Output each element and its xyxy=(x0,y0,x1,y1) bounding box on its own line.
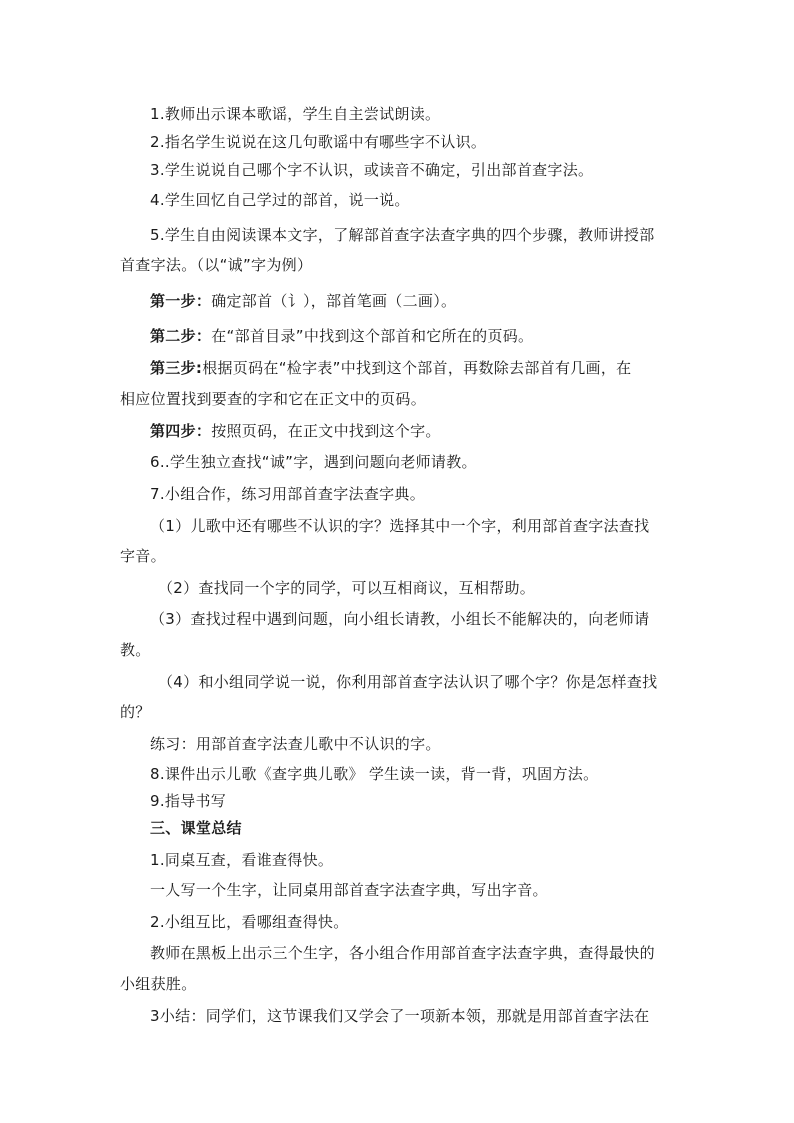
text-line: 7.小组合作，练习用部首查字法查字典。 xyxy=(150,485,426,503)
text-line: （1）儿歌中还有哪些不认识的字？选择其中一个字，利用部首查字法查找 xyxy=(150,517,650,535)
text-line: 1.同桌互查，看谁查得快。 xyxy=(150,851,334,869)
step-text: 按照页码，在正文中找到这个字。 xyxy=(211,422,441,440)
step-label: 第一步： xyxy=(150,292,212,310)
text-line: 3小结：同学们，这节课我们又学会了一项新本领，那就是用部首查字法在 xyxy=(150,1007,650,1025)
text-line: （3）查找过程中遇到问题，向小组长请教，小组长不能解决的，向老师请 xyxy=(150,610,650,628)
step-label: 第三步: xyxy=(150,359,203,377)
text-line: 练习：用部首查字法查儿歌中不认识的字。 xyxy=(150,735,441,753)
text-line: 相应位置找到要查的字和它在正文中的页码。 xyxy=(120,390,427,408)
step-line xyxy=(150,358,680,378)
text-line: 教师在黑板上出示三个生字，各小组合作用部首查字法查字典，查得最快的 xyxy=(150,944,655,962)
text-line: 字音。 xyxy=(120,547,166,565)
text-line: 小组获胜。 xyxy=(120,975,197,993)
text-line: 首查字法。（以“诚”字为例） xyxy=(120,256,313,274)
step-line xyxy=(150,326,680,346)
text-line: 1.教师出示课本歌谣，学生自主尝试朗读。 xyxy=(150,105,441,123)
text-line: 一人写一个生字，让同桌用部首查字法查字典，写出字音。 xyxy=(150,881,548,899)
text-line: 9.指导书写 xyxy=(150,792,227,810)
text-line: 的？ xyxy=(120,703,151,721)
step-line xyxy=(150,291,680,311)
text-line: 教。 xyxy=(120,641,151,659)
step-text: 根据页码在“检字表”中找到这个部首，再数除去部首有几画，在 xyxy=(202,359,632,377)
step-label: 第四步： xyxy=(150,422,212,440)
step-text: 确定部首（讠），部首笔画（二画）。 xyxy=(211,292,457,310)
text-line: 3.学生说说自己哪个字不认识，或读音不确定，引出部首查字法。 xyxy=(150,161,594,179)
step-label: 第二步： xyxy=(150,327,212,345)
section-heading: 三、课堂总结 xyxy=(150,819,242,837)
text-line: 2.小组互比，看哪组查得快。 xyxy=(150,913,349,931)
step-text: 在“部首目录”中找到这个部首和它所在的页码。 xyxy=(211,327,534,345)
text-line: 4.学生回忆自己学过的部首，说一说。 xyxy=(150,191,410,209)
text-line: 5.学生自由阅读课本文字，了解部首查字法查字典的四个步骤，教师讲授部 xyxy=(150,226,655,244)
text-line: 6..学生独立查找“诚”字，遇到问题向老师请教。 xyxy=(150,453,477,471)
step-line xyxy=(150,421,680,441)
text-line: （4）和小组同学说一说，你利用部首查字法认识了哪个字？你是怎样查找 xyxy=(158,673,658,691)
text-line: 2.指名学生说说在这几句歌谣中有哪些字不认识。 xyxy=(150,133,487,151)
text-line: （2）查找同一个字的同学，可以互相商议，互相帮助。 xyxy=(158,579,536,597)
text-line: 8.课件出示儿歌《查字典儿歌》 学生读一读，背一背，巩固方法。 xyxy=(150,765,599,783)
